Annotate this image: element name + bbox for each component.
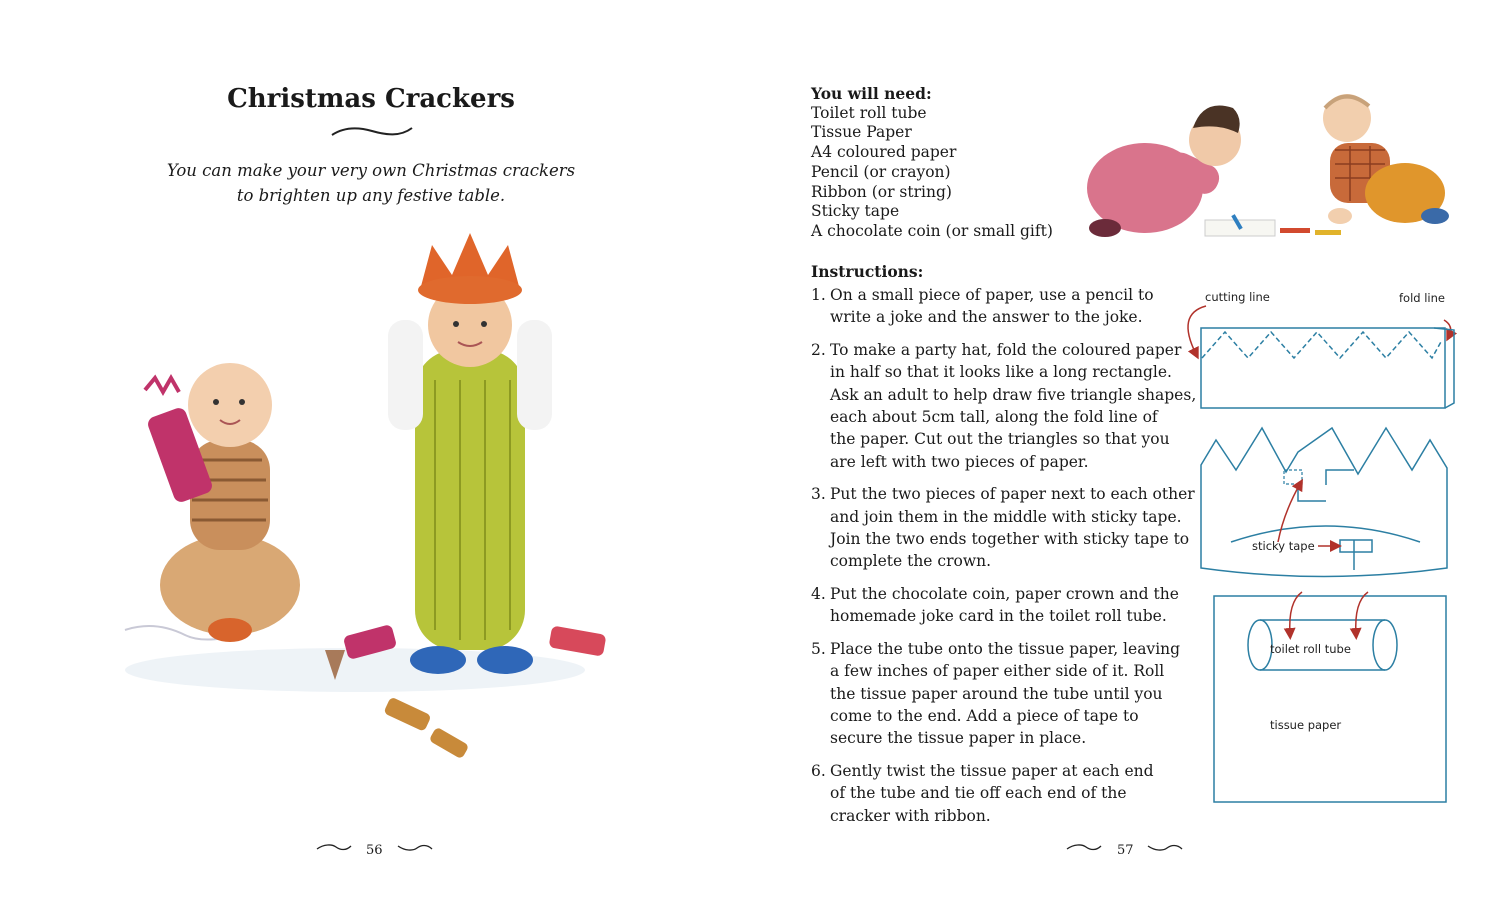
- folio-swash-right: [397, 843, 433, 853]
- intro-line: You can make your very own Christmas crackers: [166, 161, 576, 180]
- instruction-diagrams: [1170, 280, 1470, 810]
- step-text-line: To make a party hat, fold the coloured paper: [830, 341, 1182, 360]
- title-swash-ornament: [330, 125, 414, 139]
- folio-swash-left: [1066, 843, 1102, 853]
- step-text-line: are left with two pieces of paper.: [830, 452, 1089, 471]
- step-number: 2.: [811, 341, 826, 360]
- folio-swash-right: [1147, 843, 1183, 853]
- material-item: A chocolate coin (or small gift): [811, 221, 1053, 240]
- step-text-line: secure the tissue paper in place.: [830, 729, 1087, 748]
- step-text-line: cracker with ribbon.: [830, 806, 991, 825]
- instruction-step: [811, 284, 1181, 329]
- step-number: 6.: [811, 762, 826, 781]
- material-item: Sticky tape: [811, 202, 900, 221]
- material-item: Ribbon (or string): [811, 182, 952, 201]
- step-number: 1.: [811, 286, 826, 304]
- step-text-line: Gently twist the tissue paper at each end: [830, 762, 1154, 781]
- step-text-line: and join them in the middle with sticky tape.: [830, 507, 1182, 526]
- materials-heading: You will need:: [811, 84, 932, 103]
- cutting-line-label: cutting line: [1205, 290, 1270, 304]
- step-number: 4.: [811, 585, 826, 604]
- step-text-line: the paper. Cut out the triangles so that you: [830, 430, 1170, 449]
- page-title: Christmas Crackers: [227, 84, 515, 114]
- page-number: 57: [1117, 843, 1134, 858]
- instruction-step: [811, 760, 1181, 827]
- step-text-line: Put the two pieces of paper next to each other: [830, 485, 1195, 504]
- tissue-paper-label: tissue paper: [1270, 718, 1342, 732]
- step-text-line: Place the tube onto the tissue paper, leaving: [830, 640, 1181, 659]
- material-item: Pencil (or crayon): [811, 162, 951, 181]
- step-number: 3.: [811, 485, 826, 504]
- children-with-crackers-illustration: [120, 230, 650, 780]
- sticky-tape-label: sticky tape: [1252, 539, 1315, 553]
- crown-diagram: [1201, 428, 1447, 577]
- step-number: 5.: [811, 640, 826, 659]
- material-item: Toilet roll tube: [811, 103, 927, 122]
- instructions-heading: Instructions:: [811, 262, 924, 281]
- crown-outline: [1201, 428, 1447, 577]
- step-text-line: of the tube and tie off each end of the: [830, 784, 1127, 803]
- children-drawing-illustration: [1085, 88, 1465, 248]
- step-text-line: the tissue paper around the tube until you: [830, 684, 1163, 703]
- step-text-line: Ask an adult to help draw five triangle shapes,: [830, 385, 1197, 404]
- toilet-roll-tube-label: toilet roll tube: [1270, 642, 1351, 656]
- step-text-line: in half so that it looks like a long rectangle.: [830, 363, 1172, 382]
- tissue-paper-rectangle: [1214, 596, 1446, 802]
- instruction-step: [811, 638, 1181, 749]
- material-item: Tissue Paper: [811, 123, 912, 142]
- intro-line: to brighten up any festive table.: [236, 186, 506, 205]
- folio-swash-left: [316, 843, 352, 853]
- instruction-step: [811, 483, 1195, 572]
- page-number: 56: [366, 843, 383, 858]
- step-text-line: come to the end. Add a piece of tape to: [830, 707, 1139, 726]
- step-text-line: Put the chocolate coin, paper crown and the: [830, 585, 1179, 604]
- step-text-line: each about 5cm tall, along the fold line of: [830, 407, 1158, 426]
- folded-paper-rectangle: [1201, 328, 1445, 408]
- instructions-section: [811, 262, 1197, 838]
- materials-list: [811, 84, 1053, 242]
- intro-text: [90, 158, 652, 208]
- step-text-line: complete the crown.: [830, 552, 992, 571]
- instruction-step: [811, 583, 1181, 628]
- instruction-step: [811, 339, 1197, 473]
- material-item: A4 coloured paper: [811, 143, 957, 162]
- fold-diagram: [1188, 290, 1454, 408]
- step-text-line: On a small piece of paper, use a pencil to: [830, 286, 1154, 304]
- step-text-line: a few inches of paper either side of it. Roll: [830, 662, 1165, 681]
- cutting-line-arrow: [1188, 306, 1206, 354]
- tube-diagram: [1214, 592, 1446, 802]
- step-text-line: write a joke and the answer to the joke.: [830, 308, 1143, 327]
- fold-line-label: fold line: [1399, 291, 1445, 305]
- step-text-line: Join the two ends together with sticky tape to: [830, 529, 1190, 548]
- step-text-line: homemade joke card in the toilet roll tube.: [830, 607, 1167, 626]
- cutting-line: [1202, 332, 1442, 358]
